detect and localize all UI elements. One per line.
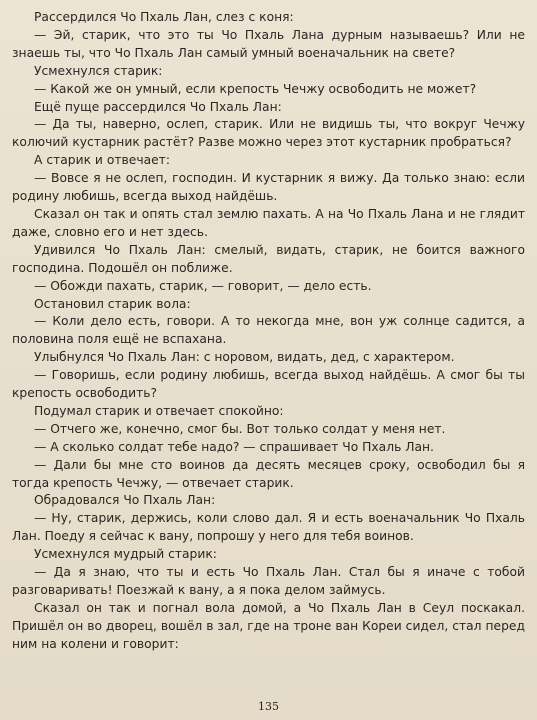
paragraph: — Коли дело есть, говори. А то некогда мне, вон уж солнце садится, а половина поля ещё не вспахана. — [12, 314, 525, 347]
paragraph: Подумал старик и отвечает спокойно: — [34, 403, 284, 418]
paragraph: Рассердился Чо Пхаль Лан, слез с коня: — [34, 10, 294, 24]
paragraph: Улыбнулся Чо Пхаль Лан: с норовом, видать, дед, с характером. — [34, 350, 455, 365]
paragraph: А старик и отвечает: — [34, 153, 170, 168]
paragraph: Сказал он так и погнал вола домой, а Чо Пхаль Лан в Сеул поскакал. Пришёл он во дворец, вошёл в зал, где на троне ван Кореи сидел, стал перед ним на колени и говорит: — [12, 600, 525, 651]
paragraph: — Какой же он умный, если крепость Чечжу освободить не может? — [34, 81, 477, 96]
paragraph: Остановил старик вола: — [34, 296, 191, 311]
paragraph: — Дали бы мне сто воинов да десять месяцев сроку, освободил бы я тогда крепость Чечжу, — отвечает старик. — [12, 457, 525, 490]
paragraph: Усмехнулся мудрый старик: — [34, 547, 217, 562]
paragraph: — Отчего же, конечно, смог бы. Вот только солдат у меня нет. — [34, 421, 446, 436]
paragraph: Обрадовался Чо Пхаль Лан: — [34, 493, 216, 508]
paragraph: — Эй, старик, что это ты Чо Пхаль Лана дурным называешь? Или не знаешь ты, что Чо Пхаль Лан самый умный военачальник на свете? — [12, 27, 525, 60]
paragraph: Удивился Чо Пхаль Лан: смелый, видать, старик, не боится важного господина. Подошёл он поближе. — [12, 242, 525, 275]
paragraph: — Да ты, наверно, ослеп, старик. Или не видишь ты, что вокруг Чечжу колючий кустарник растёт? Разве можно через этот кустарник пробраться? — [12, 117, 525, 150]
paragraph: — Ну, старик, держись, коли слово дал. Я и есть военачальник Чо Пхаль Лан. Поеду я сейчас к вану, попрошу у него для тебя воинов. — [12, 511, 525, 544]
paragraph: — Говоришь, если родину любишь, всегда выход найдёшь. А смог бы ты крепость освободить? — [12, 368, 525, 401]
paragraph: — Обожди пахать, старик, — говорит, — дело есть. — [34, 278, 372, 293]
paragraph: Усмехнулся старик: — [34, 63, 163, 78]
paragraph: — Да я знаю, что ты и есть Чо Пхаль Лан. Стал бы я иначе с тобой разговаривать! Поезжай к вану, а я пока делом займусь. — [12, 565, 525, 597]
paragraph: Ещё пуще рассердился Чо Пхаль Лан: — [34, 99, 282, 114]
page-number: 135 — [258, 700, 279, 713]
paragraph: — Вовсе я не ослеп, господин. И кустарник я вижу. Да только знаю: если родину любишь, всегда выход найдёшь. — [12, 171, 525, 204]
paragraph: Сказал он так и опять стал землю пахать. А на Чо Пхаль Лана и не глядит даже, словно его и нет здесь. — [12, 206, 525, 239]
page-text — [12, 9, 525, 654]
paragraph: — А сколько солдат тебе надо? — спрашивает Чо Пхаль Лан. — [34, 439, 434, 454]
